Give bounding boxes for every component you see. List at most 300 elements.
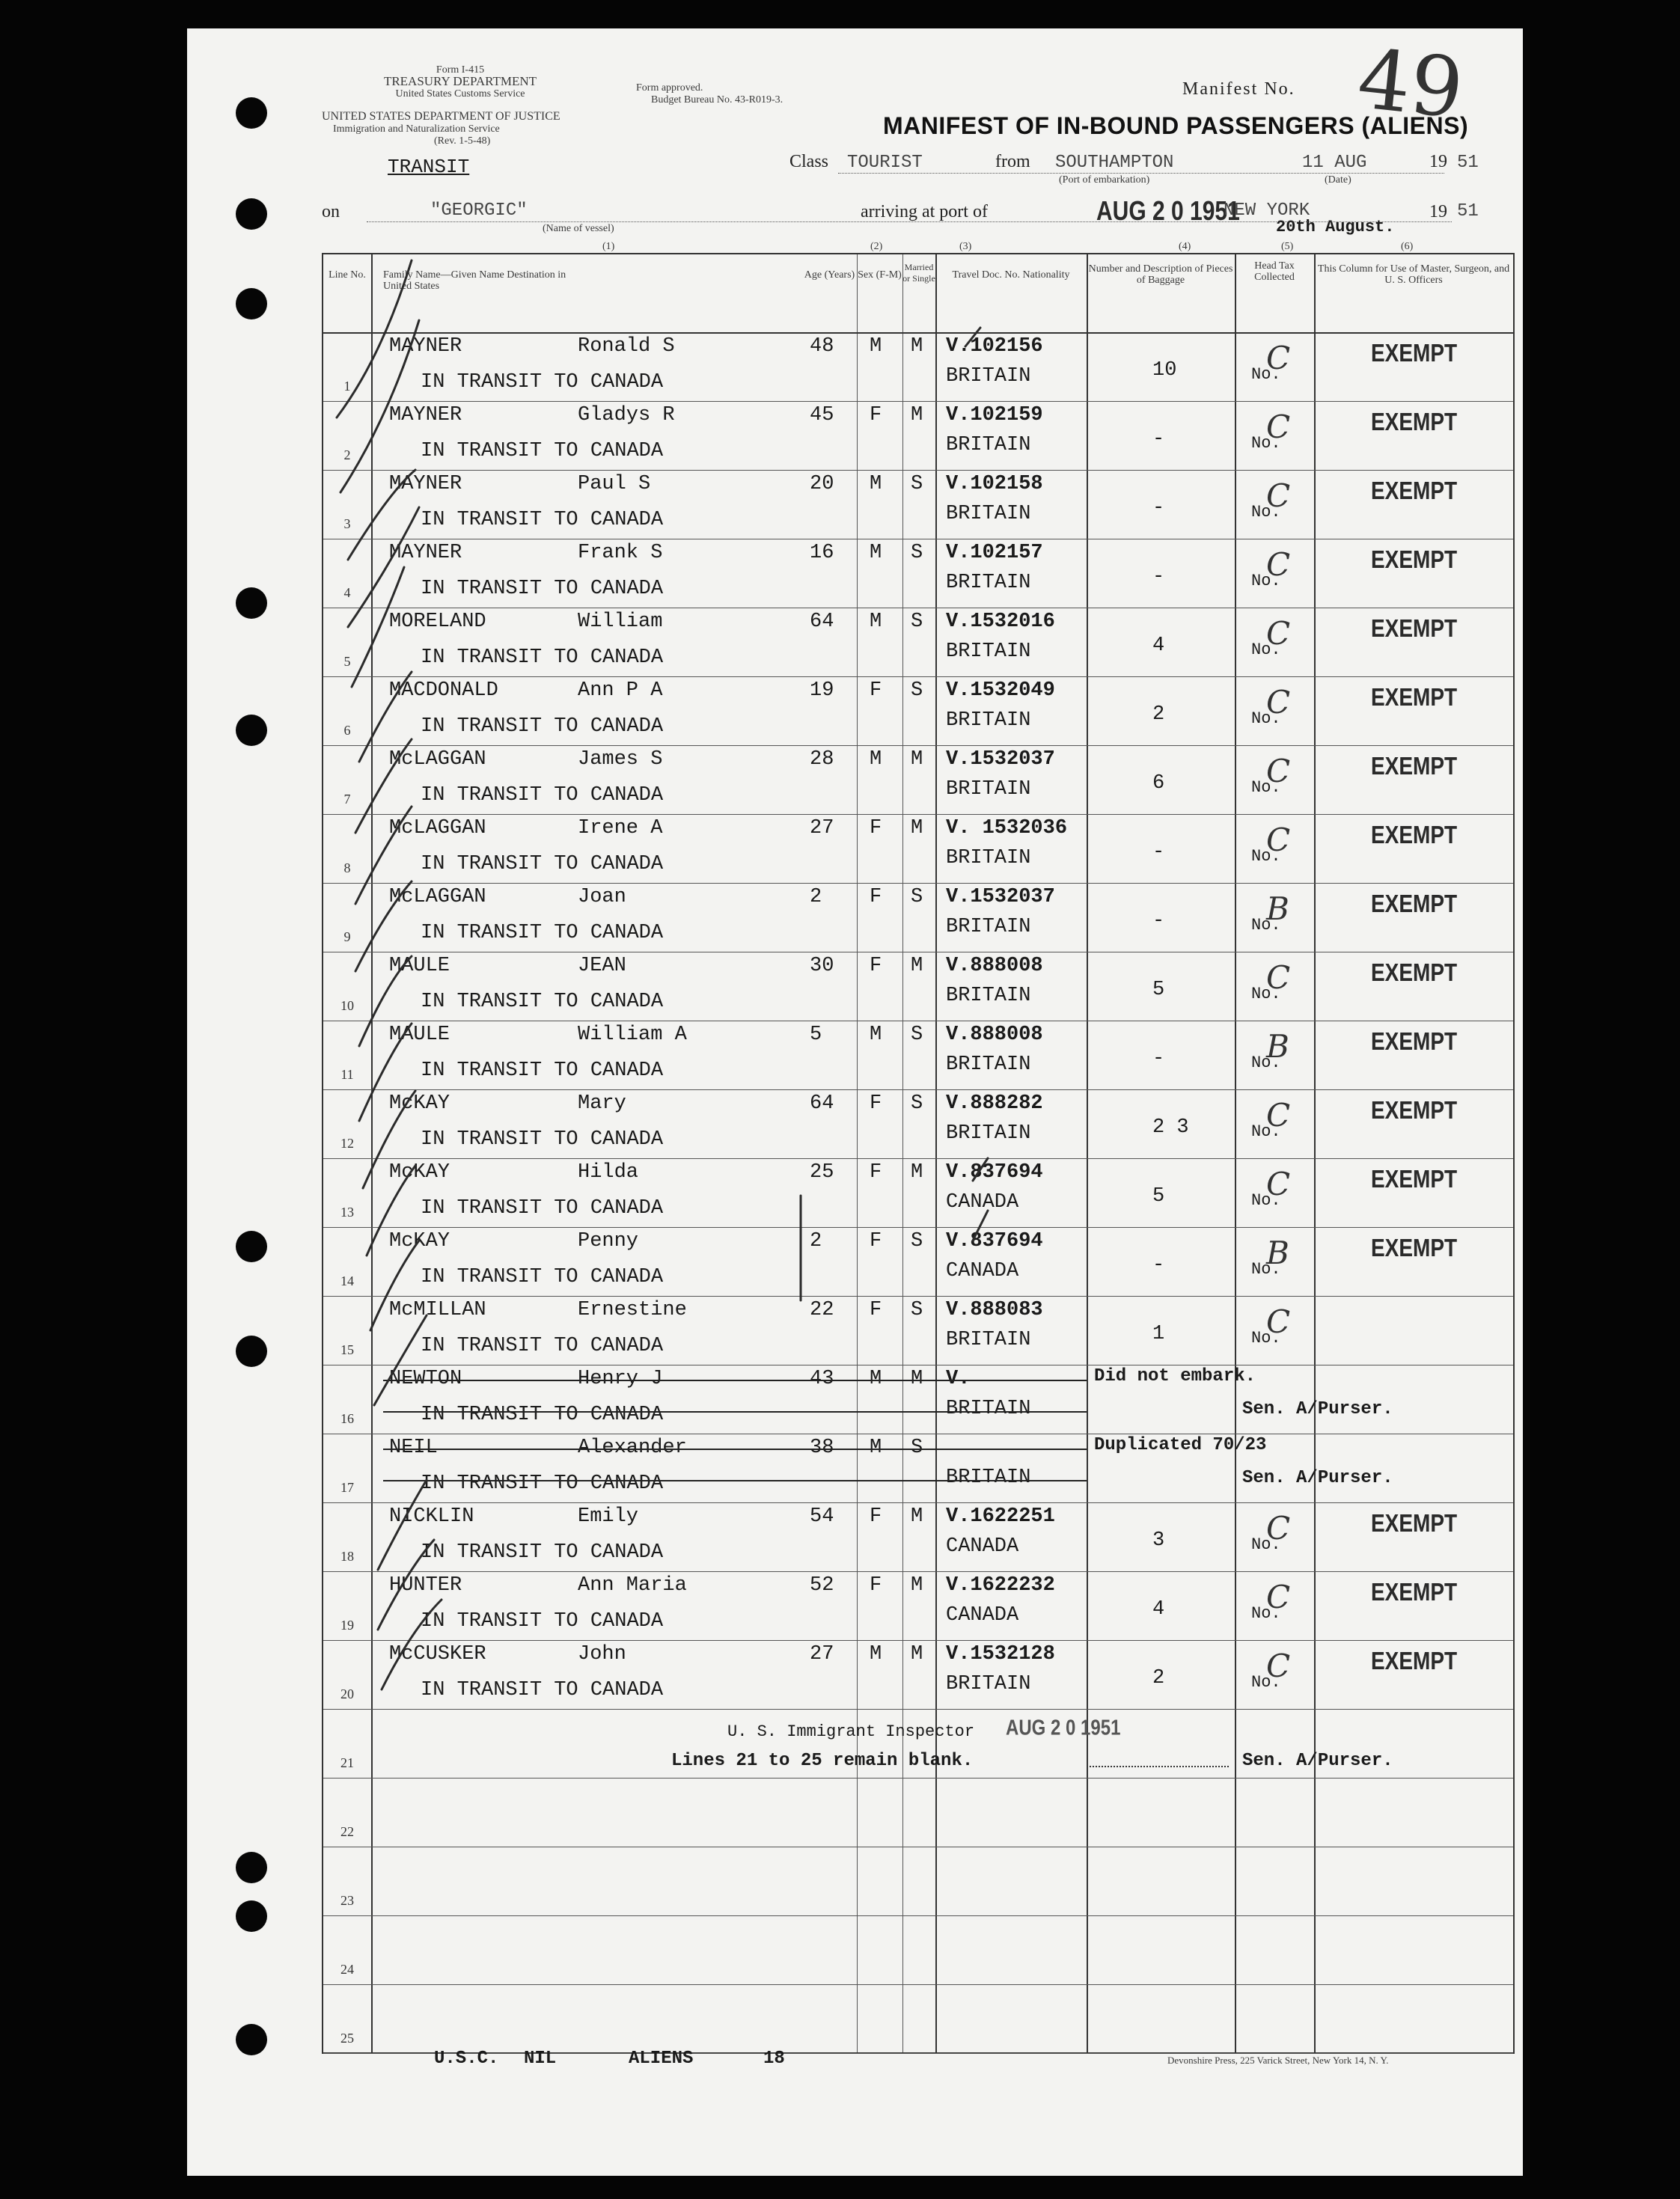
age: 38 (810, 1437, 834, 1459)
class-label: Class (789, 152, 829, 171)
marital-status: S (911, 1437, 923, 1459)
age: 5 (810, 1024, 822, 1046)
head-tax-mark: B (1266, 890, 1289, 927)
baggage-count: - (1152, 1254, 1165, 1276)
baggage-count: - (1152, 428, 1165, 450)
destination: IN TRANSIT TO CANADA (421, 853, 664, 875)
aliens-label: ALIENS (629, 2049, 694, 2069)
family-name: MACDONALD (389, 679, 498, 702)
head-tax: No. (1251, 1260, 1281, 1279)
age: 64 (810, 1092, 834, 1115)
purser-label: Sen. A/Purser. (1242, 1751, 1393, 1771)
sex: M (870, 1368, 882, 1390)
destination: IN TRANSIT TO CANADA (421, 646, 664, 669)
officer-stamp: EXEMPT (1371, 1027, 1458, 1055)
head-tax-mark: C (1266, 1510, 1291, 1547)
given-name: William (578, 611, 663, 633)
officer-stamp: EXEMPT (1371, 889, 1458, 917)
nationality: BRITAIN (946, 572, 1031, 594)
travel-doc-number: V.837694 (946, 1161, 1043, 1184)
sex: M (870, 1024, 882, 1046)
sex: M (870, 335, 882, 358)
head-tax: No. (1251, 365, 1281, 384)
nationality: BRITAIN (946, 847, 1031, 869)
destination: IN TRANSIT TO CANADA (421, 1197, 664, 1220)
year-prefix-2: 19 (1429, 202, 1447, 221)
marital-status: M (911, 955, 923, 977)
nationality: BRITAIN (946, 503, 1031, 525)
nationality: BRITAIN (946, 365, 1031, 388)
nationality: BRITAIN (946, 985, 1031, 1007)
age: 20 (810, 473, 834, 495)
col-head-travel-doc: Travel Doc. No. Nationality (952, 269, 1070, 281)
age: 25 (810, 1161, 834, 1184)
family-name: McLAGGAN (389, 886, 486, 908)
officer-stamp: EXEMPT (1371, 614, 1458, 642)
travel-doc-number: V.888083 (946, 1299, 1043, 1321)
destination: IN TRANSIT TO CANADA (421, 784, 664, 807)
family-name: McKAY (389, 1230, 450, 1253)
sex: F (870, 1574, 882, 1597)
given-name: Ann P A (578, 679, 663, 702)
date-caption: (Date) (1325, 174, 1351, 186)
family-name: MORELAND (389, 611, 486, 633)
travel-doc-number: V.1532049 (946, 679, 1055, 702)
travel-doc-number: V.102159 (946, 404, 1043, 426)
given-name: Joan (578, 886, 626, 908)
marital-status: M (911, 335, 923, 358)
baggage-count: - (1152, 910, 1165, 932)
col-num-2: (2) (870, 241, 883, 252)
age: 2 (810, 1230, 822, 1253)
family-name: MAYNER (389, 473, 462, 495)
baggage-count: 2 (1152, 703, 1165, 726)
baggage-count: - (1152, 1047, 1165, 1070)
line-number: 9 (343, 929, 351, 944)
given-name: Irene A (578, 817, 663, 839)
age: 52 (810, 1574, 834, 1597)
row-note-purser: Sen. A/Purser. (1242, 1468, 1393, 1488)
binder-hole (236, 1336, 267, 1367)
baggage-count: 5 (1152, 1185, 1165, 1208)
family-name: McMILLAN (389, 1299, 486, 1321)
travel-doc-number: V.102156 (946, 335, 1043, 358)
inspector-label: U. S. Immigrant Inspector (727, 1722, 975, 1741)
baggage-count: 5 (1152, 979, 1165, 1001)
nationality: CANADA (946, 1604, 1019, 1627)
line-number: 21 (340, 1755, 354, 1770)
marital-status: S (911, 886, 923, 908)
family-name: MAYNER (389, 542, 462, 564)
family-name: NICKLIN (389, 1505, 474, 1528)
nationality: BRITAIN (946, 709, 1031, 732)
head-tax: No. (1251, 1604, 1281, 1623)
marital-status: M (911, 404, 923, 426)
marital-status: S (911, 1092, 923, 1115)
officer-stamp: EXEMPT (1371, 1508, 1458, 1537)
nationality: BRITAIN (946, 1053, 1031, 1076)
nil-label: NIL (524, 2049, 557, 2069)
blank-lines-note: Lines 21 to 25 remain blank. (671, 1751, 974, 1771)
col-num-4: (4) (1179, 241, 1191, 252)
travel-doc-number: V.1622232 (946, 1574, 1055, 1597)
binder-hole (236, 1852, 267, 1883)
head-tax-mark: B (1266, 1235, 1289, 1271)
head-tax: No. (1251, 640, 1281, 659)
destination: IN TRANSIT TO CANADA (421, 1404, 664, 1426)
inspector-stamp: AUG 2 0 1951 (1006, 1716, 1121, 1740)
age: 19 (810, 679, 834, 702)
head-tax-mark: C (1266, 409, 1291, 445)
officer-stamp: EXEMPT (1371, 1577, 1458, 1606)
binder-hole (236, 97, 267, 129)
officer-stamp: EXEMPT (1371, 1164, 1458, 1193)
nationality: CANADA (946, 1191, 1019, 1214)
travel-doc-number: V.1532128 (946, 1643, 1055, 1666)
year-prefix-1: 19 (1429, 152, 1447, 171)
line-number: 10 (340, 998, 354, 1013)
binder-hole (236, 288, 267, 319)
baggage-count: 6 (1152, 772, 1165, 795)
sex: M (870, 542, 882, 564)
marital-status: M (911, 748, 923, 771)
travel-doc-number: V.102157 (946, 542, 1043, 564)
head-tax-mark: B (1266, 1028, 1289, 1065)
class-value: TOURIST (847, 153, 923, 173)
form-revision: (Rev. 1-5-48) (434, 135, 491, 147)
officer-stamp: EXEMPT (1371, 1095, 1458, 1124)
travel-doc-number: V.1532016 (946, 611, 1055, 633)
officer-stamp: EXEMPT (1371, 1646, 1458, 1675)
sex: M (870, 748, 882, 771)
nationality: BRITAIN (946, 1466, 1031, 1489)
line-number: 13 (340, 1205, 354, 1220)
age: 16 (810, 542, 834, 564)
head-tax: No. (1251, 985, 1281, 1003)
destination: IN TRANSIT TO CANADA (421, 1266, 664, 1288)
family-name: McLAGGAN (389, 748, 486, 771)
travel-doc-number: V. (946, 1368, 971, 1390)
age: 45 (810, 404, 834, 426)
travel-doc-number: V.1622251 (946, 1505, 1055, 1528)
col-num-5: (5) (1281, 241, 1294, 252)
family-name: McCUSKER (389, 1643, 486, 1666)
nationality: BRITAIN (946, 1673, 1031, 1695)
marital-status: S (911, 1299, 923, 1321)
family-name: NEIL (389, 1437, 438, 1459)
family-name: MAYNER (389, 335, 462, 358)
nationality: BRITAIN (946, 1122, 1031, 1145)
line-number: 22 (340, 1824, 354, 1839)
destination: IN TRANSIT TO CANADA (421, 578, 664, 600)
officer-stamp: EXEMPT (1371, 545, 1458, 573)
head-tax-mark: C (1266, 477, 1291, 514)
col-num-1: (1) (602, 241, 615, 252)
col-head-officer-use: This Column for Use of Master, Surgeon, and U. S. Officers (1317, 263, 1510, 286)
age: 2 (810, 886, 822, 908)
head-tax-mark: C (1266, 1303, 1291, 1340)
head-tax: No. (1251, 847, 1281, 866)
travel-doc-number: V.888008 (946, 955, 1043, 977)
sex: F (870, 1505, 882, 1528)
officer-stamp: EXEMPT (1371, 476, 1458, 504)
head-tax-mark: C (1266, 684, 1291, 721)
sex: F (870, 1230, 882, 1253)
line-number: 2 (343, 447, 351, 462)
given-name: Gladys R (578, 404, 675, 426)
col-head-name: Family Name—Given Name Destination in United States (383, 269, 566, 292)
manifest-title: MANIFEST OF IN-BOUND PASSENGERS (ALIENS) (883, 112, 1469, 139)
binder-hole (236, 2024, 267, 2055)
col-head-married: Married or Single (902, 262, 935, 284)
age: 28 (810, 748, 834, 771)
arriving-label: arriving at port of (861, 202, 988, 221)
line-number: 8 (343, 860, 351, 875)
given-name: Frank S (578, 542, 663, 564)
baggage-count: 2 (1152, 1667, 1165, 1689)
destination: IN TRANSIT TO CANADA (421, 1335, 664, 1357)
from-caption: (Port of embarkation) (1059, 174, 1150, 186)
family-name: MAYNER (389, 404, 462, 426)
year-value-2: 51 (1457, 201, 1479, 221)
row-note-purser: Sen. A/Purser. (1242, 1399, 1393, 1419)
baggage-count: 1 (1152, 1323, 1165, 1345)
treasury-dept: TREASURY DEPARTMENT (383, 74, 537, 88)
line-number: 23 (340, 1893, 354, 1908)
head-tax-mark: C (1266, 822, 1291, 858)
row-note: Did not embark. (1094, 1366, 1256, 1386)
destination: IN TRANSIT TO CANADA (421, 371, 664, 394)
given-name: Henry J (578, 1368, 663, 1390)
age: 64 (810, 611, 834, 633)
marital-status: S (911, 542, 923, 564)
given-name: Emily (578, 1505, 639, 1528)
row-note: Duplicated 70/23 (1094, 1435, 1267, 1455)
nationality: BRITAIN (946, 1329, 1031, 1351)
given-name: Penny (578, 1230, 639, 1253)
line-number: 11 (340, 1067, 354, 1082)
handwritten-check-marks (187, 28, 1523, 2176)
age: 54 (810, 1505, 834, 1528)
line-number: 20 (340, 1686, 354, 1701)
line-number: 16 (340, 1411, 354, 1426)
destination: IN TRANSIT TO CANADA (421, 1128, 664, 1151)
sex: M (870, 1437, 882, 1459)
handwritten-page-number: 49 (1353, 31, 1468, 137)
baggage-count: 3 (1152, 1529, 1165, 1552)
baggage-count: - (1152, 566, 1165, 588)
form-number: Form I-415 (436, 64, 485, 76)
given-name: William A (578, 1024, 687, 1046)
head-tax-mark: C (1266, 340, 1291, 376)
head-tax: No. (1251, 778, 1281, 797)
travel-doc-number: V.102158 (946, 473, 1043, 495)
given-name: JEAN (578, 955, 626, 977)
line-number: 1 (343, 379, 351, 394)
officer-stamp: EXEMPT (1371, 407, 1458, 435)
binder-hole (236, 715, 267, 746)
destination: IN TRANSIT TO CANADA (421, 509, 664, 531)
family-name: MAULE (389, 955, 450, 977)
vessel-name: "GEORGIC" (430, 201, 528, 221)
given-name: Ronald S (578, 335, 675, 358)
baggage-count: - (1152, 841, 1165, 863)
destination: IN TRANSIT TO CANADA (421, 1679, 664, 1701)
age: 27 (810, 1643, 834, 1666)
head-tax: No. (1251, 1122, 1281, 1141)
line-number: 15 (340, 1342, 354, 1357)
officer-stamp: EXEMPT (1371, 682, 1458, 711)
head-tax-mark: C (1266, 615, 1291, 652)
head-tax: No. (1251, 1191, 1281, 1210)
arrival-port: NEW YORK (1224, 201, 1310, 221)
head-tax: No. (1251, 916, 1281, 935)
baggage-count: 10 (1152, 359, 1177, 382)
binder-hole (236, 587, 267, 619)
head-tax: No. (1251, 503, 1281, 522)
travel-doc-number: V. 1532036 (946, 817, 1068, 839)
from-value: SOUTHAMPTON (1055, 153, 1174, 173)
line-number: 5 (343, 654, 351, 669)
line-number: 17 (340, 1480, 354, 1495)
sex: M (870, 611, 882, 633)
nationality: CANADA (946, 1260, 1019, 1282)
col-num-6: (6) (1401, 241, 1414, 252)
destination: IN TRANSIT TO CANADA (421, 991, 664, 1013)
nationality: BRITAIN (946, 916, 1031, 938)
nationality: BRITAIN (946, 1398, 1031, 1420)
marital-status: M (911, 1574, 923, 1597)
vessel-caption: (Name of vessel) (543, 223, 614, 234)
col-head-head-tax: Head Tax Collected (1254, 260, 1295, 283)
customs-service: United States Customs Service (395, 88, 525, 100)
destination: IN TRANSIT TO CANADA (421, 715, 664, 738)
sex: F (870, 886, 882, 908)
manifest-no-label: Manifest No. (1182, 79, 1295, 99)
family-name: HUNTER (389, 1574, 462, 1597)
head-tax-mark: C (1266, 753, 1291, 789)
destination: IN TRANSIT TO CANADA (421, 440, 664, 462)
line-number: 3 (343, 516, 351, 531)
head-tax-mark: C (1266, 1579, 1291, 1615)
marital-status: M (911, 1643, 923, 1666)
officer-stamp: EXEMPT (1371, 820, 1458, 848)
marital-status: M (911, 1161, 923, 1184)
baggage-count: 2 3 (1152, 1116, 1189, 1139)
line-number: 19 (340, 1618, 354, 1633)
officer-stamp: EXEMPT (1371, 338, 1458, 367)
sex: F (870, 1092, 882, 1115)
manifest-page (187, 28, 1523, 2176)
family-name: NEWTON (389, 1368, 462, 1390)
head-tax-mark: C (1266, 1097, 1291, 1134)
head-tax: No. (1251, 1535, 1281, 1554)
head-tax: No. (1251, 1673, 1281, 1692)
given-name: Ernestine (578, 1299, 687, 1321)
head-tax-mark: C (1266, 959, 1291, 996)
marital-status: S (911, 473, 923, 495)
col-head-age: Age (Years) (804, 269, 855, 281)
destination: IN TRANSIT TO CANADA (421, 1472, 664, 1495)
head-tax-mark: C (1266, 1166, 1291, 1202)
destination: IN TRANSIT TO CANADA (421, 1610, 664, 1633)
nationality: BRITAIN (946, 778, 1031, 801)
officer-stamp: EXEMPT (1371, 958, 1458, 986)
printer-credit: Devonshire Press, 225 Varick Street, New York 14, N. Y. (1167, 2055, 1389, 2066)
head-tax: No. (1251, 434, 1281, 453)
age: 48 (810, 335, 834, 358)
family-name: McKAY (389, 1161, 450, 1184)
destination: IN TRANSIT TO CANADA (421, 1541, 664, 1564)
embark-date: 11 AUG (1302, 153, 1367, 173)
sex: F (870, 404, 882, 426)
marital-status: M (911, 817, 923, 839)
line-number: 12 (340, 1136, 354, 1151)
given-name: Alexander (578, 1437, 687, 1459)
binder-hole (236, 198, 267, 230)
given-name: Ann Maria (578, 1574, 687, 1597)
arrival-date: 20th August. (1276, 218, 1395, 236)
ins-service: Immigration and Naturalization Service (333, 123, 500, 135)
travel-doc-number: V.1532037 (946, 886, 1055, 908)
officer-stamp: EXEMPT (1371, 1233, 1458, 1261)
marital-status: S (911, 1230, 923, 1253)
given-name: Mary (578, 1092, 626, 1115)
travel-doc-number: V.837694 (946, 1230, 1043, 1253)
line-number: 6 (343, 723, 351, 738)
travel-doc-number: V.1532037 (946, 748, 1055, 771)
nationality: BRITAIN (946, 434, 1031, 456)
age: 27 (810, 817, 834, 839)
given-name: James S (578, 748, 663, 771)
col-num-3: (3) (959, 241, 972, 252)
destination: IN TRANSIT TO CANADA (421, 922, 664, 944)
binder-hole (236, 1900, 267, 1932)
marital-status: S (911, 679, 923, 702)
family-name: McKAY (389, 1092, 450, 1115)
head-tax: No. (1251, 1053, 1281, 1072)
nationality: CANADA (946, 1535, 1019, 1558)
travel-doc-number: V.888282 (946, 1092, 1043, 1115)
alien-count: 18 (763, 2049, 785, 2069)
head-tax: No. (1251, 572, 1281, 590)
officer-stamp: EXEMPT (1371, 751, 1458, 780)
sex: F (870, 955, 882, 977)
sex: F (870, 1161, 882, 1184)
usc-label: U.S.C. (434, 2049, 499, 2069)
from-label: from (995, 152, 1030, 171)
line-number: 25 (340, 2031, 354, 2046)
transit-label: TRANSIT (388, 156, 470, 178)
sex: M (870, 473, 882, 495)
travel-doc-number: V.888008 (946, 1024, 1043, 1046)
baggage-count: 4 (1152, 1598, 1165, 1621)
col-head-baggage: Number and Description of Pieces of Baggage (1088, 263, 1233, 286)
given-name: Hilda (578, 1161, 639, 1184)
nationality: BRITAIN (946, 640, 1031, 663)
sex: F (870, 679, 882, 702)
given-name: John (578, 1643, 626, 1666)
budget-bureau: Budget Bureau No. 43-R019-3. (651, 94, 784, 105)
justice-dept: UNITED STATES DEPARTMENT OF JUSTICE (322, 110, 560, 123)
age: 30 (810, 955, 834, 977)
head-tax: No. (1251, 1329, 1281, 1348)
line-number: 24 (340, 1962, 354, 1977)
sex: F (870, 817, 882, 839)
binder-hole (236, 1231, 267, 1262)
marital-status: M (911, 1505, 923, 1528)
baggage-count: 4 (1152, 634, 1165, 657)
